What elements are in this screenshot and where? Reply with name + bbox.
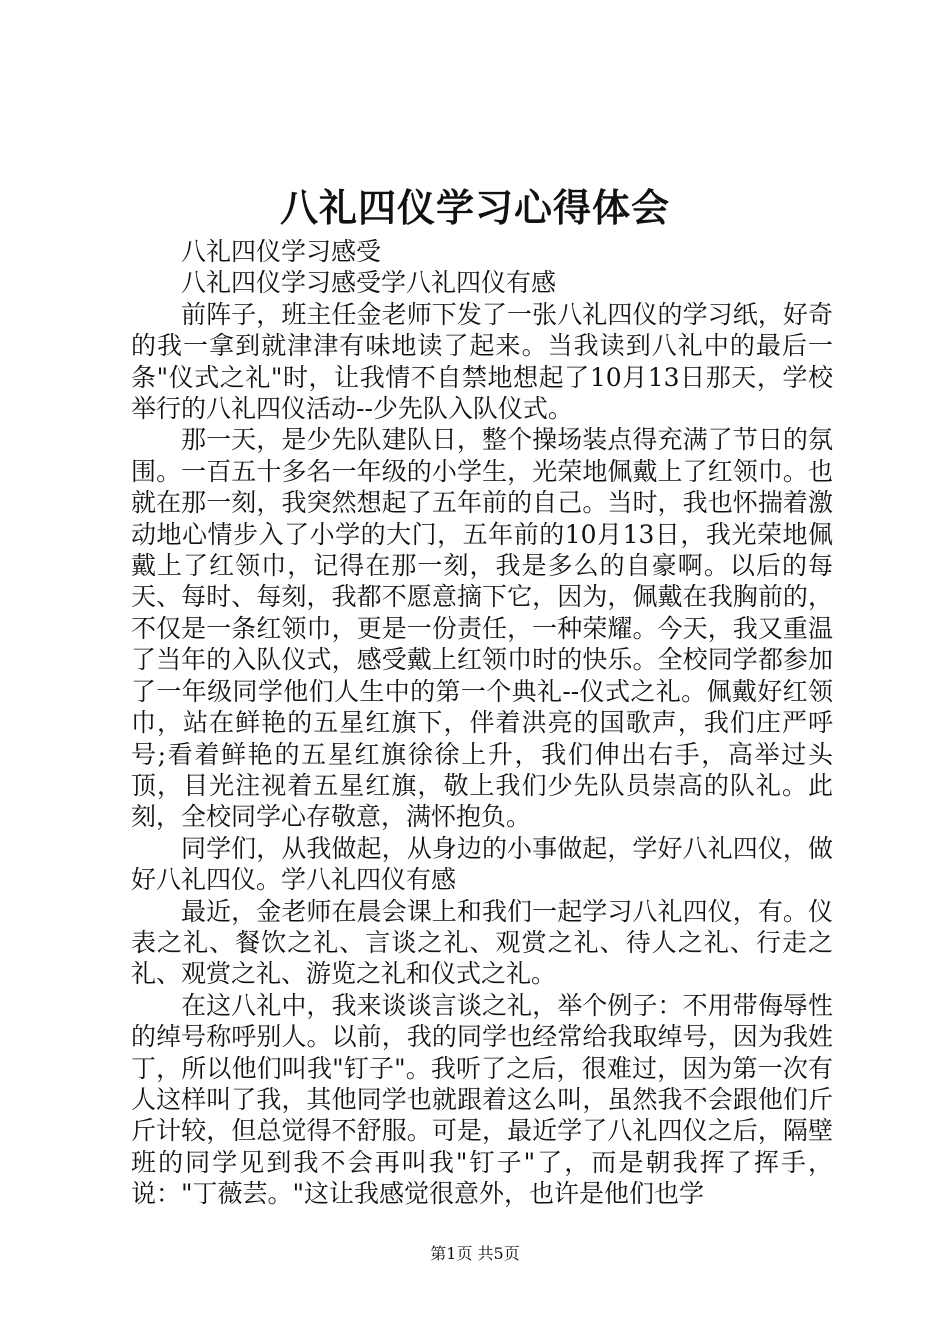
- paragraph: 前阵子，班主任金老师下发了一张八礼四仪的学习纸，好奇的我一拿到就津津有味地读了起来。当我读到八礼中的最后一条"仪式之礼"时，让我情不自禁地想起了10月13日那天，学校举行的八礼四仪活动--少先队入队仪式。: [131, 299, 833, 424]
- paragraph: 那一天，是少先队建队日，整个操场装点得充满了节日的氛围。一百五十多名一年级的小学生，光荣地佩戴上了红领巾。也就在那一刻，我突然想起了五年前的自己。当时，我也怀揣着激动地心情步入了小学的大门，五年前的10月13日，我光荣地佩戴上了红领巾，记得在那一刻，我是多么的自豪啊。以后的每天、每时、每刻，我都不愿意摘下它，因为，佩戴在我胸前的，不仅是一条红领巾，更是一份责任，一种荣耀。今天，我又重温了当年的入队仪式，感受戴上红领巾时的快乐。全校同学都参加了一年级同学他们人生中的第一个典礼--仪式之礼。佩戴好红领巾，站在鲜艳的五星红旗下，伴着洪亮的国歌声，我们庄严呼号;看着鲜艳的五星红旗徐徐上升，我们伸出右手，高举过头顶，目光注视着五星红旗，敬上我们少先队员崇高的队礼。此刻，全校同学心存敬意，满怀抱负。: [131, 425, 833, 832]
- paragraph: 八礼四仪学习感受: [181, 237, 382, 266]
- paragraph: 最近，金老师在晨会课上和我们一起学习八礼四仪，有。仪表之礼、餐饮之礼、言谈之礼、观赏之礼、待人之礼、行走之礼、观赏之礼、游览之礼和仪式之礼。: [131, 896, 833, 989]
- paragraph: 在这八礼中，我来谈谈言谈之礼，举个例子：不用带侮辱性的绰号称呼别人。以前，我的同学也经常给我取绰号，因为我姓丁，所以他们叫我"钉子"。我听了之后，很难过，因为第一次有人这样叫了我，其他同学也就跟着这么叫，虽然我不会跟他们斤斤计较，但总觉得不舒服。可是，最近学了八礼四仪之后，隔壁班的同学见到我不会再叫我"钉子"了，而是朝我挥了挥手，说："丁薇芸。"这让我感觉很意外，也许是他们也学: [131, 990, 833, 1209]
- document-body: [131, 236, 833, 1210]
- document-title: 八礼四仪学习心得体会: [279, 185, 670, 230]
- paragraph: 同学们，从我做起，从身边的小事做起，学好八礼四仪，做好八礼四仪。学八礼四仪有感: [131, 833, 833, 895]
- page-footer: 第1页 共5页: [430, 1244, 520, 1263]
- paragraph: 八礼四仪学习感受学八礼四仪有感: [181, 268, 557, 298]
